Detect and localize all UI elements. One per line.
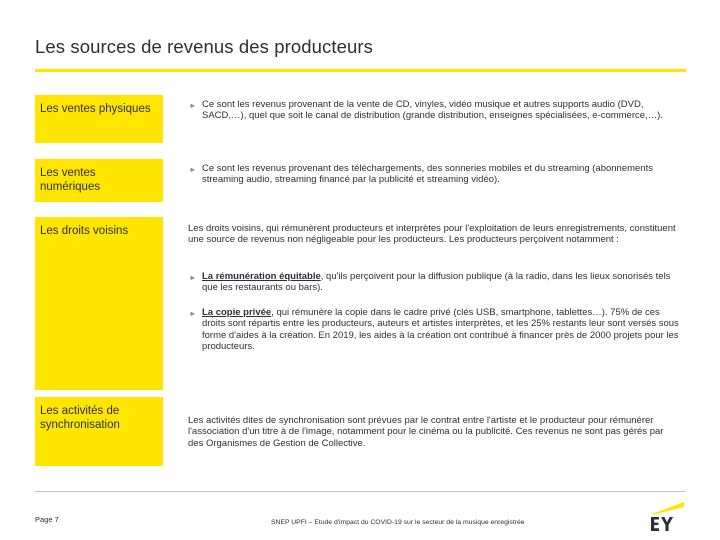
label-ventes-physiques: Les ventes physiques <box>35 95 163 143</box>
page-number: Page 7 <box>35 515 59 524</box>
label-synchronisation: Les activités de synchronisation <box>35 397 163 466</box>
label-ventes-numeriques: Les ventes numériques <box>35 159 163 202</box>
bullet-text: Ce sont les revenus provenant des téléchargements, des sonneries mobiles et du streaming (abonnements streaming audio, streaming financé par la publicité et streaming vidéo). <box>202 163 653 186</box>
arrow-bullet-icon: ► <box>189 273 197 282</box>
paragraph-droits-voisins: Les droits voisins, qui rémunèrent producteurs et interprètes pour l'exploitation de leurs enregistrements, constituent une source de revenus non négligeable pour les producteurs. Les producteurs perçoivent notamment : <box>188 223 676 246</box>
title-underline <box>35 69 686 72</box>
footer-source: SNEP UPFI – Etude d'impact du COVID-19 sur le secteur de la musique enregistrée <box>271 519 525 526</box>
bullet-remuneration-equitable <box>189 271 679 294</box>
ey-logo-beam <box>652 502 684 515</box>
ey-logo-e <box>651 517 659 531</box>
bullet-ventes-physiques <box>189 99 679 122</box>
ey-logo <box>648 500 686 534</box>
arrow-bullet-icon: ► <box>189 309 197 318</box>
bullet-text: Ce sont les revenus provenant de la vente de CD, vinyles, vidéo musique et autres supports audio (DVD, SACD,…), quel que soit le canal de distribution (grande distribution, enseignes spécialisées, e-commerce,…). <box>202 99 663 122</box>
bullet-text: , qui rémunère la copie dans le cadre privé (clés USB, smartphone, tablettes…). 75% de ces droits sont répartis entre les producteurs, auteurs et artistes interprètes, et les 25% restants leur sont versés sous forme d'aides à la création. En 2019, les aides à la création ont contribué à financer près de 2000 projets pour les producteurs. <box>202 307 679 353</box>
bullet-bold-term: La copie privée <box>202 307 272 318</box>
label-droits-voisins: Les droits voisins <box>35 217 163 390</box>
bullet-text: , qu'ils perçoivent pour la diffusion publique (à la radio, dans les lieux sonorisés tels que les restaurants ou bars). <box>202 271 671 294</box>
bullet-bold-term: La rémunération équitable <box>202 271 321 282</box>
arrow-bullet-icon: ► <box>189 165 197 174</box>
paragraph-synchronisation: Les activités dites de synchronisation sont prévues par le contrat entre l'artiste et le producteur pour rémunérer l'association d'un titre à de l'image, notamment pour le cinéma ou la publicité. Ces revenus ne sont pas gérés par des Organismes de Gestion de Collective. <box>188 415 664 449</box>
ey-logo-y <box>661 517 673 531</box>
page-title: Les sources de revenus des producteurs <box>35 36 374 57</box>
arrow-bullet-icon: ► <box>189 101 197 110</box>
footer-divider <box>35 491 686 492</box>
bullet-ventes-numeriques <box>189 163 669 186</box>
bullet-copie-privee <box>189 307 679 353</box>
